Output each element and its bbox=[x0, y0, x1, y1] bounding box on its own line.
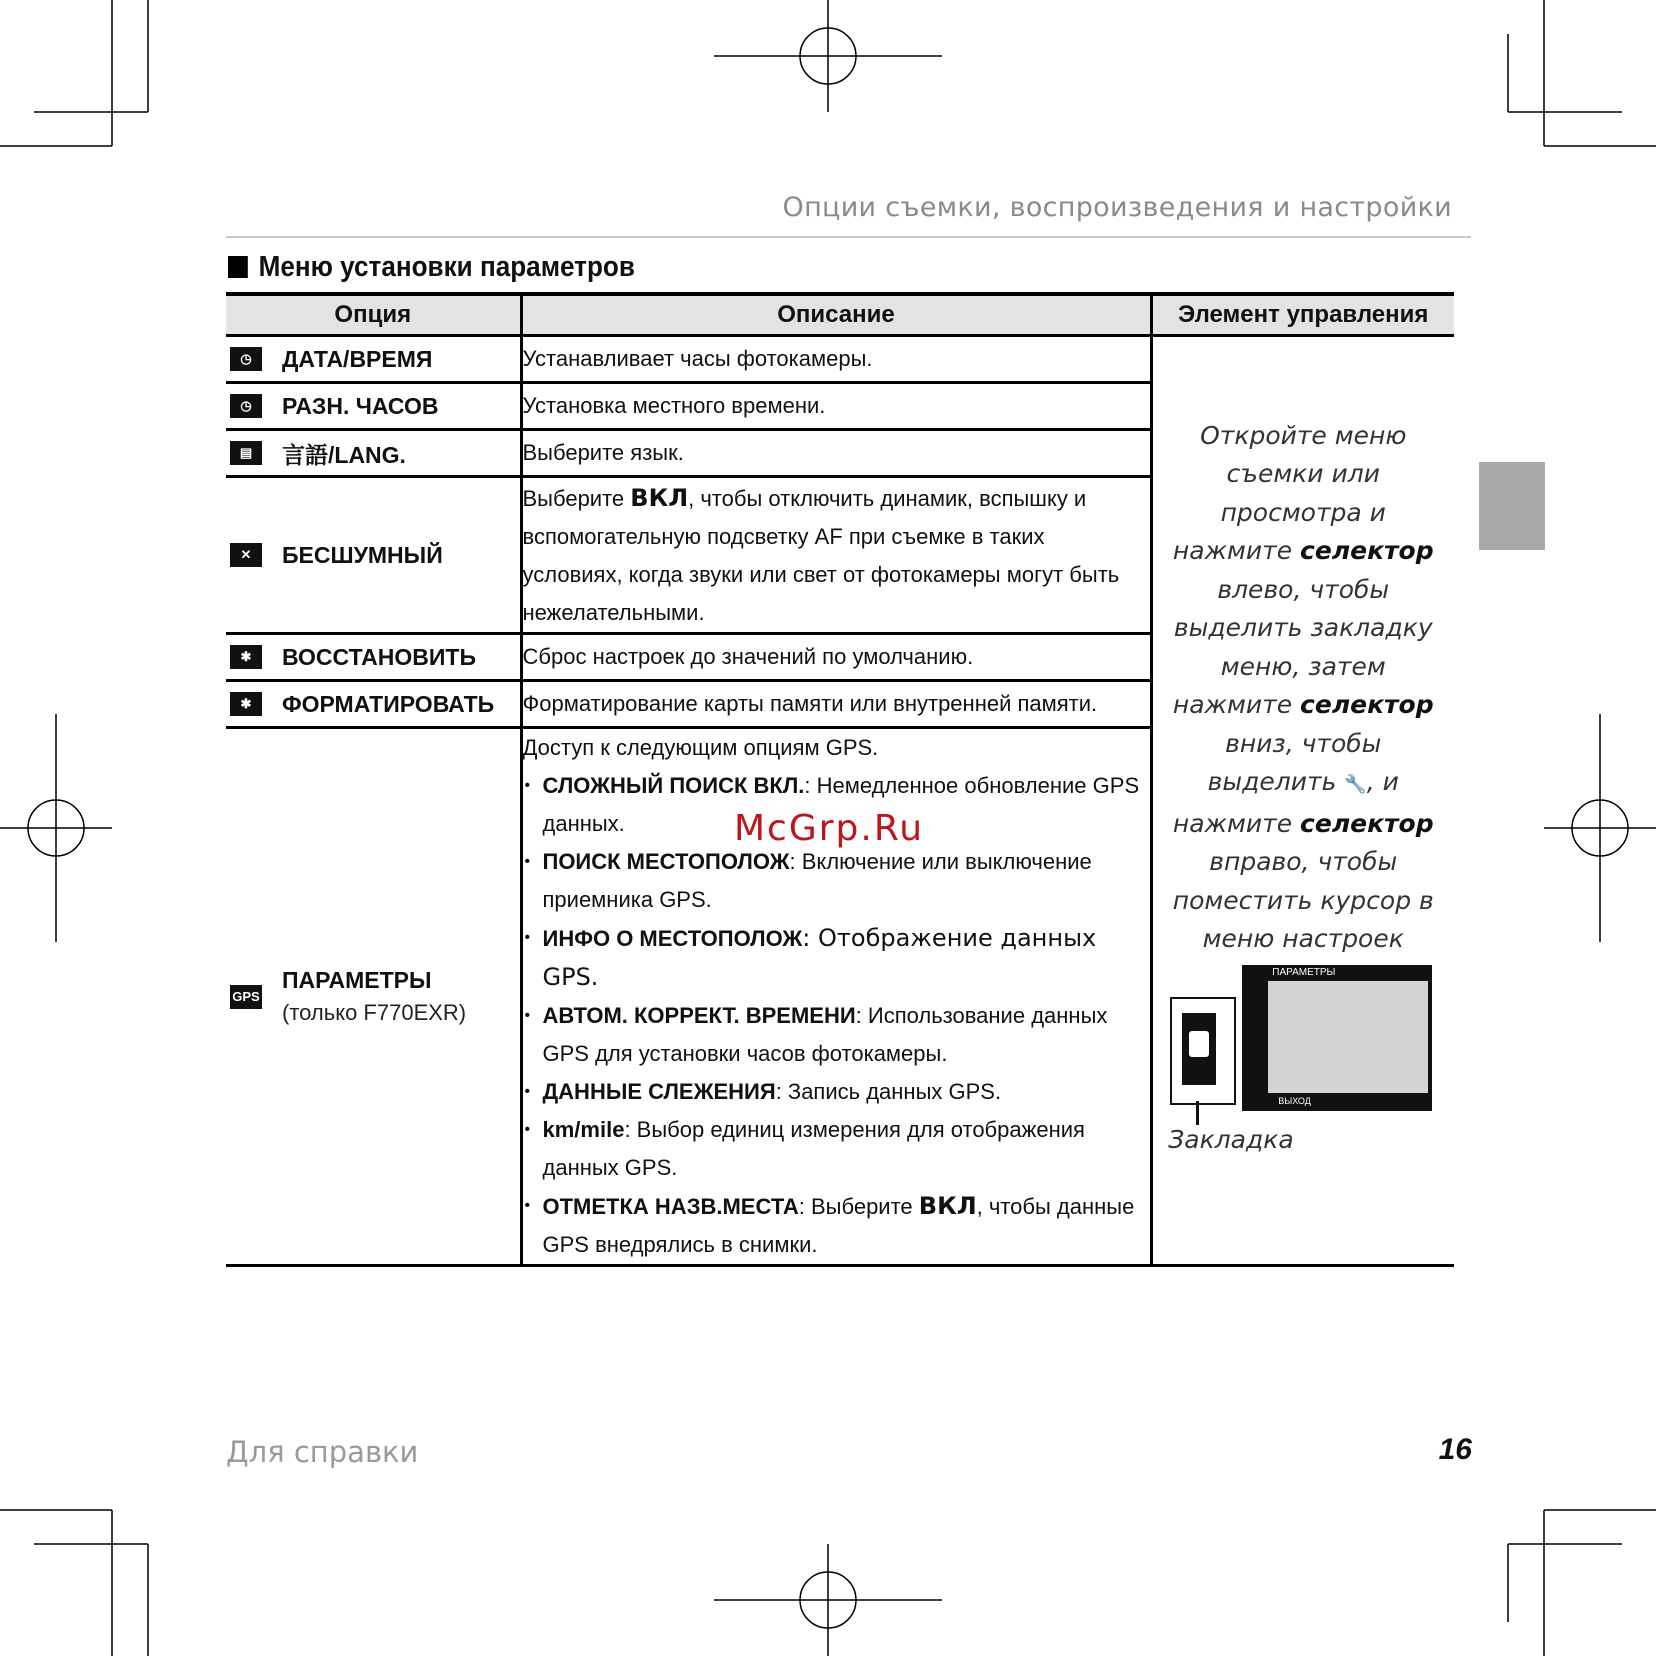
running-header: Опции съемки, воспроизведения и настройки bbox=[782, 192, 1452, 223]
tab-caption: Закладка bbox=[1168, 1124, 1294, 1154]
list-item: • ОТМЕТКА НАЗВ.МЕСТА: Выберите ВКЛ, чтобы данные GPS внедрялись в снимки. bbox=[523, 1187, 1150, 1264]
watermark: McGrp.Ru bbox=[734, 808, 925, 849]
option-name: ПАРАМЕТРЫ bbox=[282, 967, 432, 993]
control-instructions: Откройте меню съемки или просмотра и нажмите селектор влево, чтобы выделить закладку меню, затем нажмите селектор вниз, чтобы выделить 🔧, и нажмите селектор вправо, чтобы поместить курсор в меню настроек bbox=[1172, 420, 1434, 953]
list-item: • km/mile: Выбор единиц измерения для отображения данных GPS. bbox=[523, 1111, 1150, 1187]
list-item: • СЛОЖНЫЙ ПОИСК ВКЛ.: Немедленное обновление GPS данных. bbox=[523, 767, 1150, 843]
option-description: Сброс настроек до значений по умолчанию. bbox=[521, 634, 1151, 681]
list-item: • ДАННЫЕ СЛЕЖЕНИЯ: Запись данных GPS. bbox=[523, 1073, 1150, 1111]
side-thumb-tab bbox=[1479, 462, 1545, 550]
option-description: Выберите ВКЛ, чтобы отключить динамик, вспышку и вспомогательную подсветку AF при съемке в таких условиях, когда звуки или свет от фотокамеры могут быть нежелательными. bbox=[521, 477, 1151, 634]
option-description: Форматирование карты памяти или внутренней памяти. bbox=[521, 681, 1151, 728]
option-description: Доступ к следующим опциям GPS. • СЛОЖНЫЙ ПОИСК ВКЛ.: Немедленное обновление GPS данных. • ПОИСК МЕСТОПОЛОЖ: Включение или выключение приемника GPS. • ИНФО О МЕСТОПОЛОЖ: Отображение данных GPS. • АВТОМ. КОРРЕКТ. ВРЕМЕНИ: Использование данных GPS для установки часов фотокамеры. • ДАННЫЕ СЛЕЖЕНИЯ: Запись данных GPS. • km/mile: Выбор единиц измерения для отображения данных GPS. • ОТМЕТКА НАЗВ.МЕСТА: Выберите ВКЛ, чтобы данные GPS внедрялись в снимки. bbox=[521, 728, 1151, 1266]
option-name: РАЗН. ЧАСОВ bbox=[282, 392, 439, 419]
tab-zoom-callout bbox=[1170, 997, 1236, 1105]
wrench-tab-icon bbox=[1189, 1031, 1209, 1057]
clock-icon: ◷ bbox=[230, 347, 262, 371]
format-icon: ✱ bbox=[230, 692, 262, 716]
option-note: (только F770EXR) bbox=[282, 1000, 467, 1025]
square-bullet-icon bbox=[228, 256, 248, 278]
camera-lcd: ПАРАМЕТРЫ ВЫХОД bbox=[1242, 965, 1432, 1111]
time-difference-icon: ◷ bbox=[230, 394, 262, 418]
gps-icon: GPS bbox=[230, 985, 262, 1009]
list-item: • АВТОМ. КОРРЕКТ. ВРЕМЕНИ: Использование данных GPS для установки часов фотокамеры. bbox=[523, 997, 1150, 1073]
option-description: Выберите язык. bbox=[521, 430, 1151, 477]
option-description: Устанавливает часы фотокамеры. bbox=[521, 336, 1151, 383]
table-row bbox=[226, 336, 1454, 383]
header-description: Описание bbox=[521, 294, 1151, 336]
menu-screen-illustration bbox=[1168, 965, 1438, 1155]
header-option: Опция bbox=[226, 294, 521, 336]
list-item: • ПОИСК МЕСТОПОЛОЖ: Включение или выключение приемника GPS. bbox=[523, 843, 1150, 919]
setup-menu-table bbox=[226, 292, 1454, 1267]
list-item: • ИНФО О МЕСТОПОЛОЖ: Отображение данных GPS. bbox=[523, 919, 1150, 997]
silent-mode-icon: ✕ bbox=[230, 543, 262, 567]
footer-section-label: Для справки bbox=[226, 1435, 419, 1469]
set-wrench-icon: 🔧 bbox=[1344, 774, 1367, 795]
section-title: Меню установки параметров bbox=[228, 251, 635, 284]
option-name: 言語/LANG. bbox=[282, 441, 406, 468]
header-rule bbox=[226, 236, 1471, 238]
option-name: ВОССТАНОВИТЬ bbox=[282, 643, 477, 670]
option-description: Установка местного времени. bbox=[521, 383, 1151, 430]
table-header-row bbox=[226, 294, 1454, 336]
option-name: ДАТА/ВРЕМЯ bbox=[282, 345, 433, 372]
control-cell bbox=[1151, 336, 1454, 1266]
page-number: 16 bbox=[1438, 1433, 1472, 1466]
language-icon: ▤ bbox=[230, 441, 262, 465]
option-name: ФОРМАТИРОВАТЬ bbox=[282, 690, 495, 717]
reset-icon: ✱ bbox=[230, 645, 262, 669]
header-control: Элемент управления bbox=[1151, 294, 1454, 336]
option-name: БЕСШУМНЫЙ bbox=[282, 541, 443, 568]
